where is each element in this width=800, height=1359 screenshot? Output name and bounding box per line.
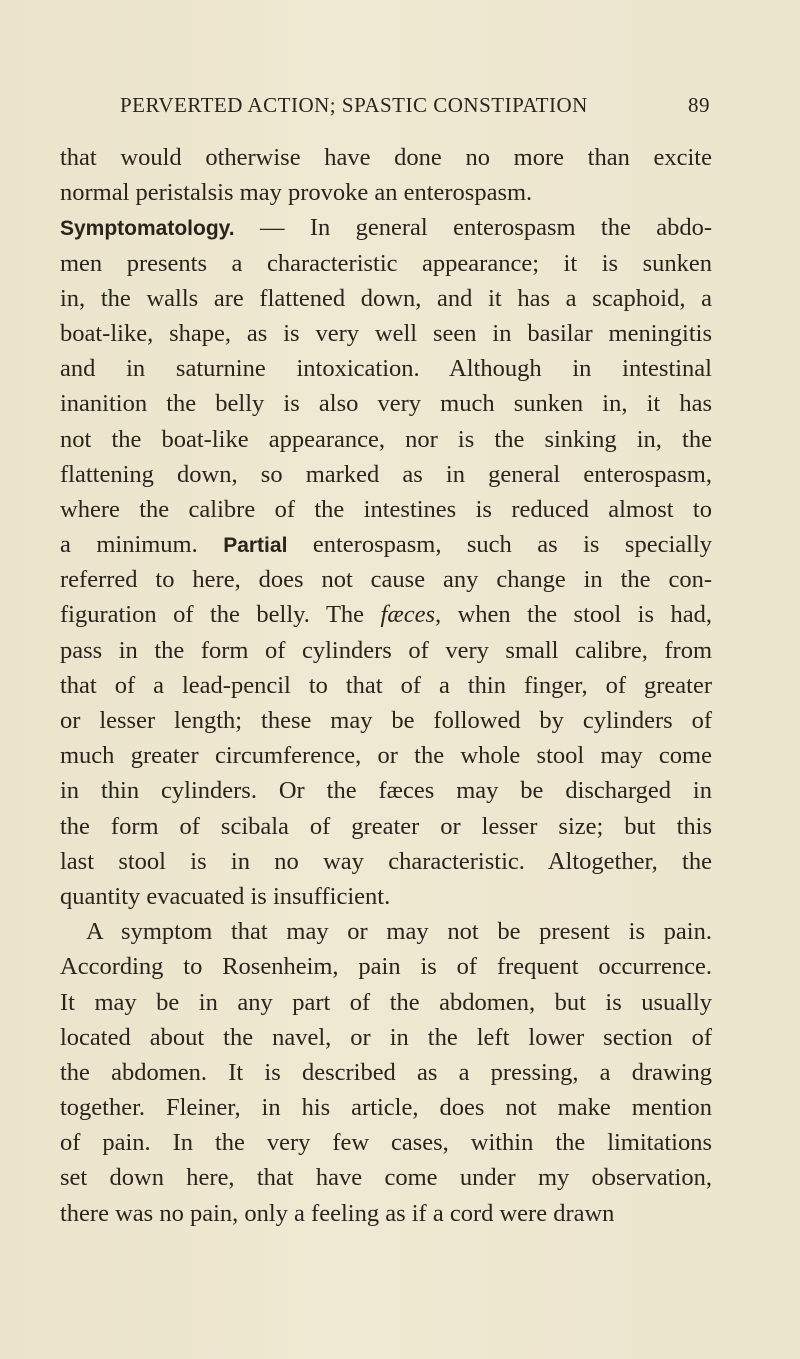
text-line: normal peristalsis may provoke an enterospasm.	[60, 179, 533, 207]
text-line	[60, 597, 712, 632]
running-head	[120, 93, 710, 123]
text-line: there was no pain, only a feeling as if a cord were drawn	[60, 1199, 615, 1227]
text-line	[60, 527, 712, 562]
text-line: men presents a characteristic appearance; it is sunken	[60, 249, 712, 277]
text-line: that would otherwise have done no more than excite	[60, 144, 712, 171]
text-line: much greater circumference, or the whole stool may come	[60, 742, 712, 770]
page-number: 89	[688, 93, 710, 117]
text-line: together. Fleiner, in his article, does not make mention	[60, 1094, 712, 1122]
text-line: and in saturnine intoxication. Although in intestinal	[60, 355, 712, 383]
section-heading-symptomatology: Symptomatology.	[60, 217, 235, 241]
text-line: It may be in any part of the abdomen, but is usually	[60, 988, 712, 1016]
text-line: flattening down, so marked as in general enterospasm,	[60, 460, 712, 488]
text-span: — In general enterospasm the abdo-	[234, 214, 712, 242]
text-line: the form of scibala of greater or lesser size; but this	[60, 812, 712, 840]
text-line: the abdomen. It is described as a pressing, a drawing	[60, 1058, 712, 1086]
body-text	[60, 140, 712, 1231]
text-line: quantity evacuated is insufficient.	[60, 882, 391, 910]
text-line: in, the walls are flattened down, and it has a scaphoid, a	[60, 284, 712, 312]
italic-term-faeces: fæces,	[380, 601, 442, 629]
text-line: of pain. In the very few cases, within the limitations	[60, 1129, 712, 1157]
text-line: where the calibre of the intestines is reduced almost to	[60, 495, 712, 523]
text-line: inanition the belly is also very much sunken in, it has	[60, 390, 712, 418]
text-line: located about the navel, or in the left lower section of	[60, 1023, 712, 1051]
text-span: when the stool is had,	[441, 601, 712, 629]
text-line	[60, 210, 712, 245]
text-line: According to Rosenheim, pain is of frequent occurrence.	[60, 953, 712, 981]
text-line: pass in the form of cylinders of very small calibre, from	[60, 636, 712, 664]
partial-heading: Partial	[223, 534, 288, 558]
text-span: a minimum.	[60, 531, 224, 559]
text-line: in thin cylinders. Or the fæces may be discharged in	[60, 777, 712, 805]
text-line: boat-like, shape, as is very well seen in basilar meningitis	[60, 319, 712, 347]
text-line: that of a lead-pencil to that of a thin finger, of greater	[60, 671, 712, 699]
text-line: set down here, that have come under my observation,	[60, 1164, 712, 1192]
text-span: The	[325, 601, 381, 629]
text-span: enterospasm, such as is specially	[287, 531, 712, 559]
running-title: PERVERTED ACTION; SPASTIC CONSTIPATION	[120, 93, 588, 117]
text-line: or lesser length; these may be followed by cylinders of	[60, 707, 712, 734]
text-line: last stool is in no way characteristic. Altogether, the	[60, 847, 712, 875]
text-line: A symptom that may or may not be present is pain.	[86, 918, 712, 946]
text-line: not the boat-like appearance, nor is the sinking in, the	[60, 425, 712, 453]
text-line: referred to here, does not cause any change in the con-	[60, 566, 712, 594]
text-span: figuration of the belly.	[60, 601, 310, 629]
